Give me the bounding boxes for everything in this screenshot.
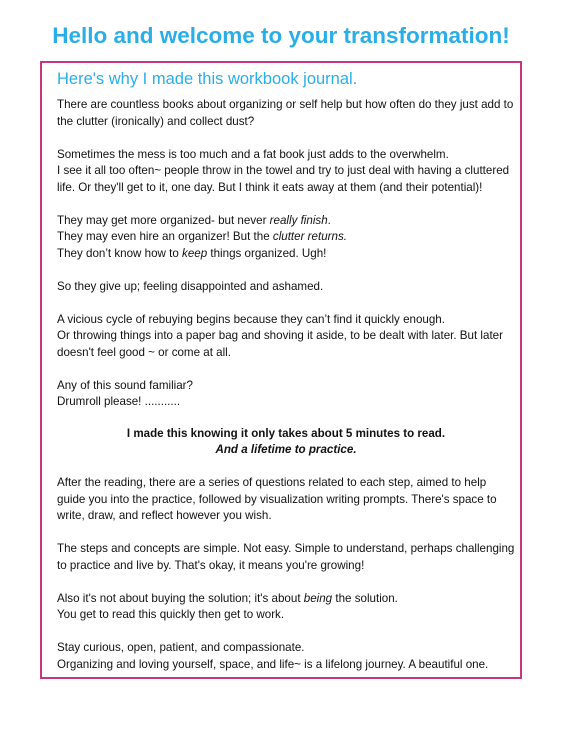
text-run: They don’t know how to: [57, 246, 183, 260]
paragraph-vicious-cycle: [57, 312, 515, 362]
text-run: .: [327, 213, 331, 227]
paragraph-line: I see it all too often~ people throw in the towel and try to just deal with having a cluttered life. Or they'll get to it, one day. But I think it eats away at them (and their potential)!: [57, 164, 510, 194]
paragraph-line: Or throwing things into a paper bag and shoving it aside, to be dealt with later. But later doesn't feel good ~ or come at all.: [57, 329, 503, 359]
paragraph-line: Drumroll please! ...........: [57, 395, 181, 408]
text-run: They may even hire an organizer! But the: [57, 230, 273, 243]
emphasis-text: being: [303, 591, 333, 605]
text-run: the solution.: [332, 591, 398, 605]
paragraph-give-up: So they give up; feeling disappointed and ashamed.: [57, 279, 324, 293]
emphasis-text: clutter returns.: [272, 230, 347, 243]
text-run: Also it's not about buying the solution; it's about: [57, 591, 304, 605]
paragraph-line: [57, 591, 515, 608]
highlight-line-italic: And a lifetime to practice.: [215, 443, 357, 456]
paragraph-line: [57, 229, 515, 246]
paragraph-line: [57, 213, 515, 230]
paragraph-overwhelm: [57, 147, 515, 197]
paragraph-line: Stay curious, open, patient, and compassionate.: [57, 641, 305, 654]
emphasis-text: really finish: [269, 213, 328, 227]
paragraph-line: You get to read this quickly then get to work.: [57, 608, 285, 621]
emphasis-text: keep: [182, 246, 208, 260]
paragraph-simple-steps: The steps and concepts are simple. Not easy. Simple to understand, perhaps challenging to practice and live by. That's okay, it means you're growing!: [57, 542, 515, 572]
paragraph-line: [57, 246, 515, 263]
paragraph-more-organized: [57, 213, 515, 263]
paragraph-familiar: [57, 378, 515, 411]
paragraph-line: Any of this sound familiar?: [57, 378, 193, 392]
text-run: things organized. Ugh!: [207, 246, 327, 260]
content-body: [57, 69, 515, 690]
paragraph-after-reading: After the reading, there are a series of questions related to each step, aimed to help guide you into the practice, followed by visualization writing prompts. There's space to write, draw, and reflect however you wish.: [57, 476, 497, 522]
paragraph-clutter-books: There are countless books about organizing or self help but how often do they just add to the clutter (ironically) and collect dust?: [57, 98, 514, 128]
section-subtitle: Here's why I made this workbook journal.: [57, 70, 358, 88]
page-title: Hello and welcome to your transformation!: [52, 23, 510, 48]
paragraph-line: Organizing and loving yourself, space, and life~ is a lifelong journey. A beautiful one.: [57, 657, 489, 671]
paragraph-line: Sometimes the mess is too much and a fat book just adds to the overwhelm.: [57, 147, 449, 161]
paragraph-stay-curious: [57, 640, 515, 673]
text-run: They may get more organized- but never: [57, 213, 270, 227]
paragraph-being-solution: [57, 591, 515, 624]
highlight-statement: [57, 426, 515, 459]
highlight-line: I made this knowing it only takes about 5 minutes to read.: [126, 426, 446, 440]
paragraph-line: A vicious cycle of rebuying begins because they can’t find it quickly enough.: [57, 312, 445, 326]
